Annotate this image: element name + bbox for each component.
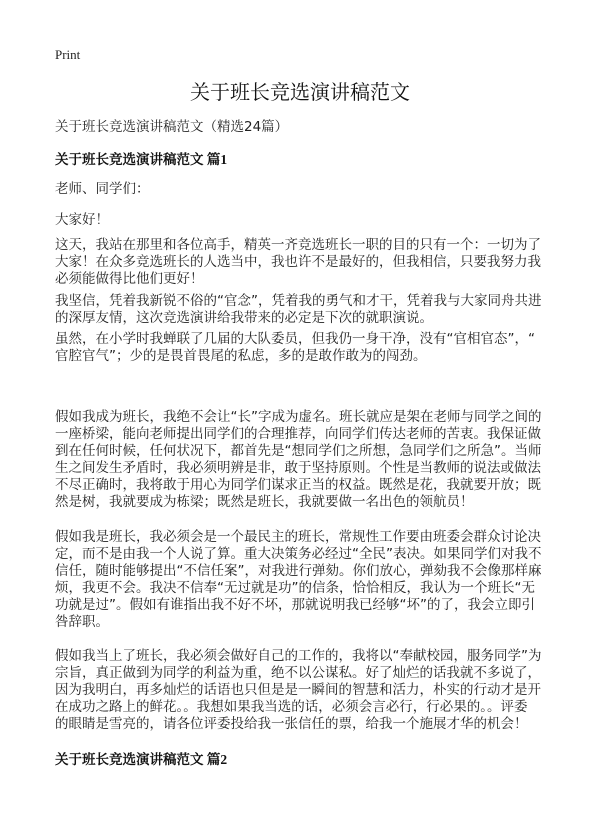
paragraph-line: 不尽正确时，我将敢于用心为同学们谋求正当的权益。既然是花，我就要开放；既: [55, 477, 541, 493]
paragraph-line: 烦，我更不会。我决不信奉“无过就是功”的信条，恰恰相反，我认为一个班长“无: [55, 580, 535, 596]
paragraph-line: 假如我成为班长，我绝不会让“长”字成为虚名。班长就应是架在老师与同学之间的: [55, 409, 542, 425]
paragraph-2: [55, 293, 555, 327]
section-heading-2: 关于班长竞选演讲稿范文 篇2: [55, 752, 228, 767]
paragraph-line: 这天，我站在那里和各位高手，精英一齐竞选班长一职的目的只有一个：一切为了: [55, 237, 541, 253]
paragraph-4: [55, 409, 555, 511]
paragraph-line: 一座桥梁，能向老师提出同学们的合理推荐，向同学们传达老师的苦衷。我保证做: [55, 426, 541, 442]
paragraph-5: [55, 529, 555, 631]
paragraph-line: 然是树，我就要成为栋梁；既然是班长，我就要做一名出色的领航员！: [55, 494, 474, 510]
paragraph-line: 假如我当上了班长，我必须会做好自己的工作的，我将以“奉献校园，服务同学”为: [55, 648, 542, 664]
paragraph-line: 必须能做得比他们更好！: [55, 271, 204, 287]
paragraph-line: 官腔官气”；少的是畏首畏尾的私虑，多的是敢作敢为的闯劲。: [55, 348, 427, 364]
paragraph-line: 我坚信，凭着我新锐不俗的“官念”，凭着我的勇气和才干，凭着我与大家同舟共进: [55, 293, 542, 309]
paragraph-line: 功就是过”。假如有谁指出我不好不坏，那就说明我已经够“坏”的了，我会立即引: [55, 597, 535, 613]
paragraph-line: 定，而不是由我一个人说了算。重大决策务必经过“全民”表决。如果同学们对我不: [55, 546, 542, 562]
paragraph-line: 信任，随时能够提出“不信任案”，对我进行弹劾。你们放心，弹劾我不会像那样麻: [55, 563, 542, 579]
paragraph-line: 假如我是班长，我必须会是一个最民主的班长，常规性工作要由班委会群众讨论决: [55, 529, 541, 545]
print-link[interactable]: Print: [55, 47, 81, 62]
paragraph-line: 宗旨，真正做到为同学的利益为重，绝不以公谋私。好了灿烂的话我就不多说了，: [55, 665, 541, 681]
paragraph-line: 的眼睛是雪亮的，请各位评委投给我一张信任的票，给我一个施展才华的机会！: [55, 716, 528, 732]
paragraph-6: [55, 648, 555, 733]
paragraph-line: 大家！在众多竞选班长的人选当中，我也许不是最好的，但我相信，只要我努力我: [55, 254, 541, 270]
page-title: 关于班长竞选演讲稿范文: [190, 80, 410, 104]
hello: 大家好！: [55, 212, 109, 228]
paragraph-line: 虽然，在小学时我蝉联了几届的大队委员，但我仍一身干净，没有“官相官态”，“: [55, 331, 535, 347]
paragraph-3: [55, 331, 555, 365]
paragraph-line: 因为我明白，再多灿烂的话语也只但是是一瞬间的智慧和活力，朴实的行动才是开: [55, 682, 541, 698]
paragraph-line: 的深厚友情，这次竞选演讲给我带来的必定是下次的就职演说。: [55, 310, 433, 326]
paragraph-line: 在成功之路上的鲜花。。我想如果我当选的话，必须会言必行，行必果的。。评委: [55, 699, 528, 715]
section-heading-1: 关于班长竞选演讲稿范文 篇1: [55, 152, 228, 167]
paragraph-line: 咎辞职。: [55, 614, 109, 630]
greeting: 老师、同学们：: [55, 181, 150, 197]
subtitle: 关于班长竞选演讲稿范文（精选24篇）: [55, 119, 289, 135]
paragraph-line: 到在任何时候，任何状况下，都首先是“想同学们之所想，急同学们之所急”。当师: [55, 443, 542, 459]
paragraph-line: 生之间发生矛盾时，我必须明辨是非，敢于坚持原则。个性是当教师的说法或做法: [55, 460, 541, 476]
paragraph-1: [55, 237, 555, 288]
